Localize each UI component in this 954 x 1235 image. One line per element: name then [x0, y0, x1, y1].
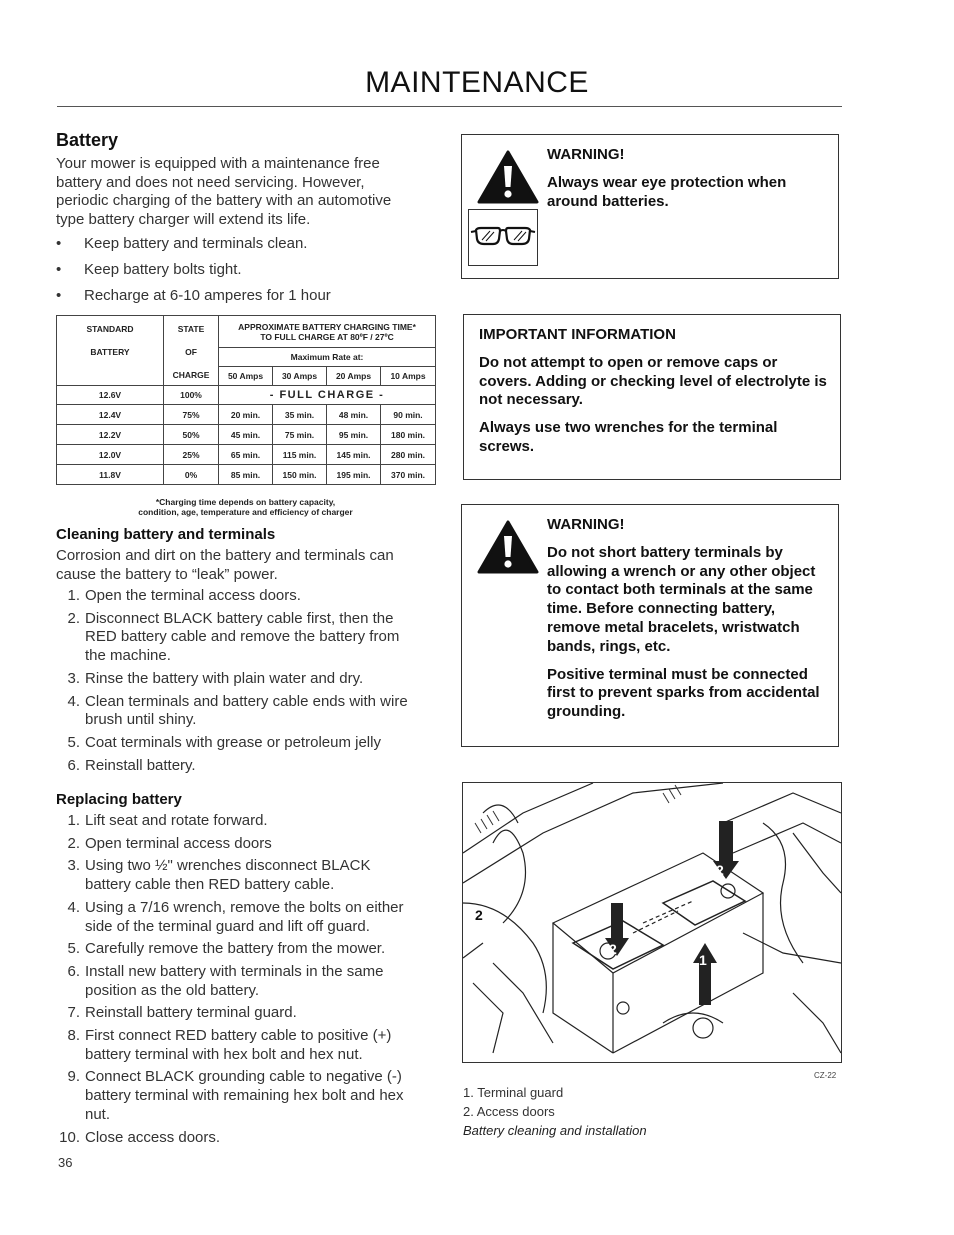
replacing-steps — [56, 812, 418, 1147]
figure-code: CZ-22 — [814, 1071, 837, 1080]
warning-triangle-icon — [476, 149, 540, 205]
list-item: • Recharge at 6-10 amperes for 1 hour — [56, 287, 331, 304]
cleaning-intro: Corrosion and dirt on the battery and terminals can cause the battery to “leak” power. — [56, 547, 394, 583]
battery-drawing — [463, 783, 841, 1062]
list-item: 5. Carefully remove the battery from the mower. — [67, 940, 386, 958]
important-text-1: Do not attempt to open or remove caps or covers. Adding or checking level of electrolyte is not necessary. — [479, 353, 827, 409]
list-item: 9. Connect BLACK grounding cable to negative (-) battery terminal with remaining hex bolt and hex nut. — [67, 1068, 404, 1123]
warning-text: Always wear eye protection when around batteries. — [547, 173, 787, 210]
battery-illustration — [462, 782, 842, 1063]
important-text-2: Always use two wrenches for the terminal screws. — [479, 419, 778, 455]
battery-heading: Battery — [56, 130, 119, 150]
table-row: 11.8V 0% 85 min. 150 min. 195 min. 370 min. — [57, 465, 436, 485]
header-amps: 30 Amps — [273, 367, 327, 386]
cleaning-section — [56, 526, 418, 775]
table-row: 12.2V 50% 45 min. 75 min. 95 min. 180 min. — [57, 425, 436, 445]
figure-label: 2 — [475, 907, 483, 923]
battery-bullet-list — [56, 235, 416, 305]
table-row: 12.6V 100% - FULL CHARGE - — [57, 386, 436, 405]
safety-glasses-icon — [468, 209, 538, 266]
header-amps: 20 Amps — [327, 367, 381, 386]
list-item: • Keep battery and terminals clean. — [56, 235, 308, 252]
list-item: 10. Close access doors. — [59, 1128, 221, 1146]
warning-text-1: Do not short battery terminals by allowing a wrench or any other object to contact both terminals at the same time. Before connecting battery, remove metal bracelets, wristwatch bands, rings, etc. — [547, 543, 816, 655]
list-item: 6. Install new battery with terminals in the same position as the old battery. — [67, 962, 384, 999]
list-item: 4. Using a 7/16 wrench, remove the bolts on either side of the terminal guard and lift off guard. — [67, 898, 404, 935]
cleaning-heading: Cleaning battery and terminals — [56, 526, 276, 543]
figure-legend — [463, 1083, 647, 1140]
list-item: 2. Open terminal access doors — [67, 834, 272, 852]
warning-triangle-icon — [476, 519, 540, 575]
header-max-rate: Maximum Rate at: — [219, 348, 436, 367]
header-standard-battery: STANDARD BATTERY — [57, 316, 164, 386]
list-item: 7. Reinstall battery terminal guard. — [67, 1004, 297, 1022]
warning-text-2: Positive terminal must be connected first to prevent sparks from accidental grounding. — [547, 665, 820, 721]
list-item: 3. Using two ½" wrenches disconnect BLACK battery cable then RED battery cable. — [67, 857, 371, 894]
page-title: MAINTENANCE — [365, 66, 589, 99]
header-state-of-charge: STATE OF CHARGE — [164, 316, 219, 386]
legend-item: 2. Access doors — [463, 1104, 555, 1119]
bullet-icon: • — [56, 261, 62, 278]
header-amps: 10 Amps — [381, 367, 436, 386]
list-item: 4. Clean terminals and battery cable ends with wire brush until shiny. — [67, 692, 408, 729]
left-column — [56, 130, 416, 305]
replacing-section — [56, 791, 418, 1147]
table-footnote: *Charging time depends on battery capacity, condition, age, temperature and efficiency of charger — [138, 497, 353, 517]
list-item: 3. Rinse the battery with plain water and dry. — [67, 669, 364, 687]
important-information-box — [463, 314, 841, 480]
table-row: 12.4V 75% 20 min. 35 min. 48 min. 90 min. — [57, 405, 436, 425]
list-item: 8. First connect RED battery cable to positive (+) battery terminal with hex bolt and hex nut. — [67, 1027, 392, 1063]
header-approx-charging-time: APPROXIMATE BATTERY CHARGING TIME* TO FULL CHARGE AT 80ºF / 27ºC — [219, 316, 436, 348]
cleaning-steps — [56, 587, 418, 775]
battery-intro: Your mower is equipped with a maintenance free battery and does not need servicing. However, periodic charging of the battery with an automotive type battery charger will extend its life. — [56, 155, 392, 228]
warning-short-terminals — [461, 504, 839, 747]
warning-eye-protection — [461, 134, 839, 279]
list-item: 6. Reinstall battery. — [67, 756, 196, 774]
page-number: 36 — [58, 1155, 73, 1170]
charging-table — [56, 315, 436, 485]
list-item: • Keep battery bolts tight. — [56, 261, 242, 278]
list-item: 5. Coat terminals with grease or petroleum jelly — [67, 733, 381, 751]
warning-title: WARNING! — [547, 146, 625, 163]
list-item: 1. Open the terminal access doors. — [67, 587, 301, 604]
important-title: IMPORTANT INFORMATION — [479, 326, 676, 343]
table-row: 12.0V 25% 65 min. 115 min. 145 min. 280 min. — [57, 445, 436, 465]
bullet-icon: • — [56, 235, 62, 252]
list-item: 1. Lift seat and rotate forward. — [67, 812, 268, 829]
replacing-heading: Replacing battery — [56, 791, 182, 808]
full-charge-label: - FULL CHARGE - — [219, 386, 436, 405]
figure-label: 2 — [609, 941, 617, 957]
legend-item: 1. Terminal guard — [463, 1085, 564, 1100]
figure-label: 2 — [716, 862, 724, 878]
header-rule — [57, 106, 842, 107]
warning-title: WARNING! — [547, 516, 625, 533]
figure-label: 1 — [699, 952, 707, 968]
figure-caption: Battery cleaning and installation — [463, 1123, 647, 1138]
list-item: 2. Disconnect BLACK battery cable first, then the RED battery cable and remove the battery from the machine. — [67, 609, 400, 665]
bullet-icon: • — [56, 287, 62, 304]
header-amps: 50 Amps — [219, 367, 273, 386]
